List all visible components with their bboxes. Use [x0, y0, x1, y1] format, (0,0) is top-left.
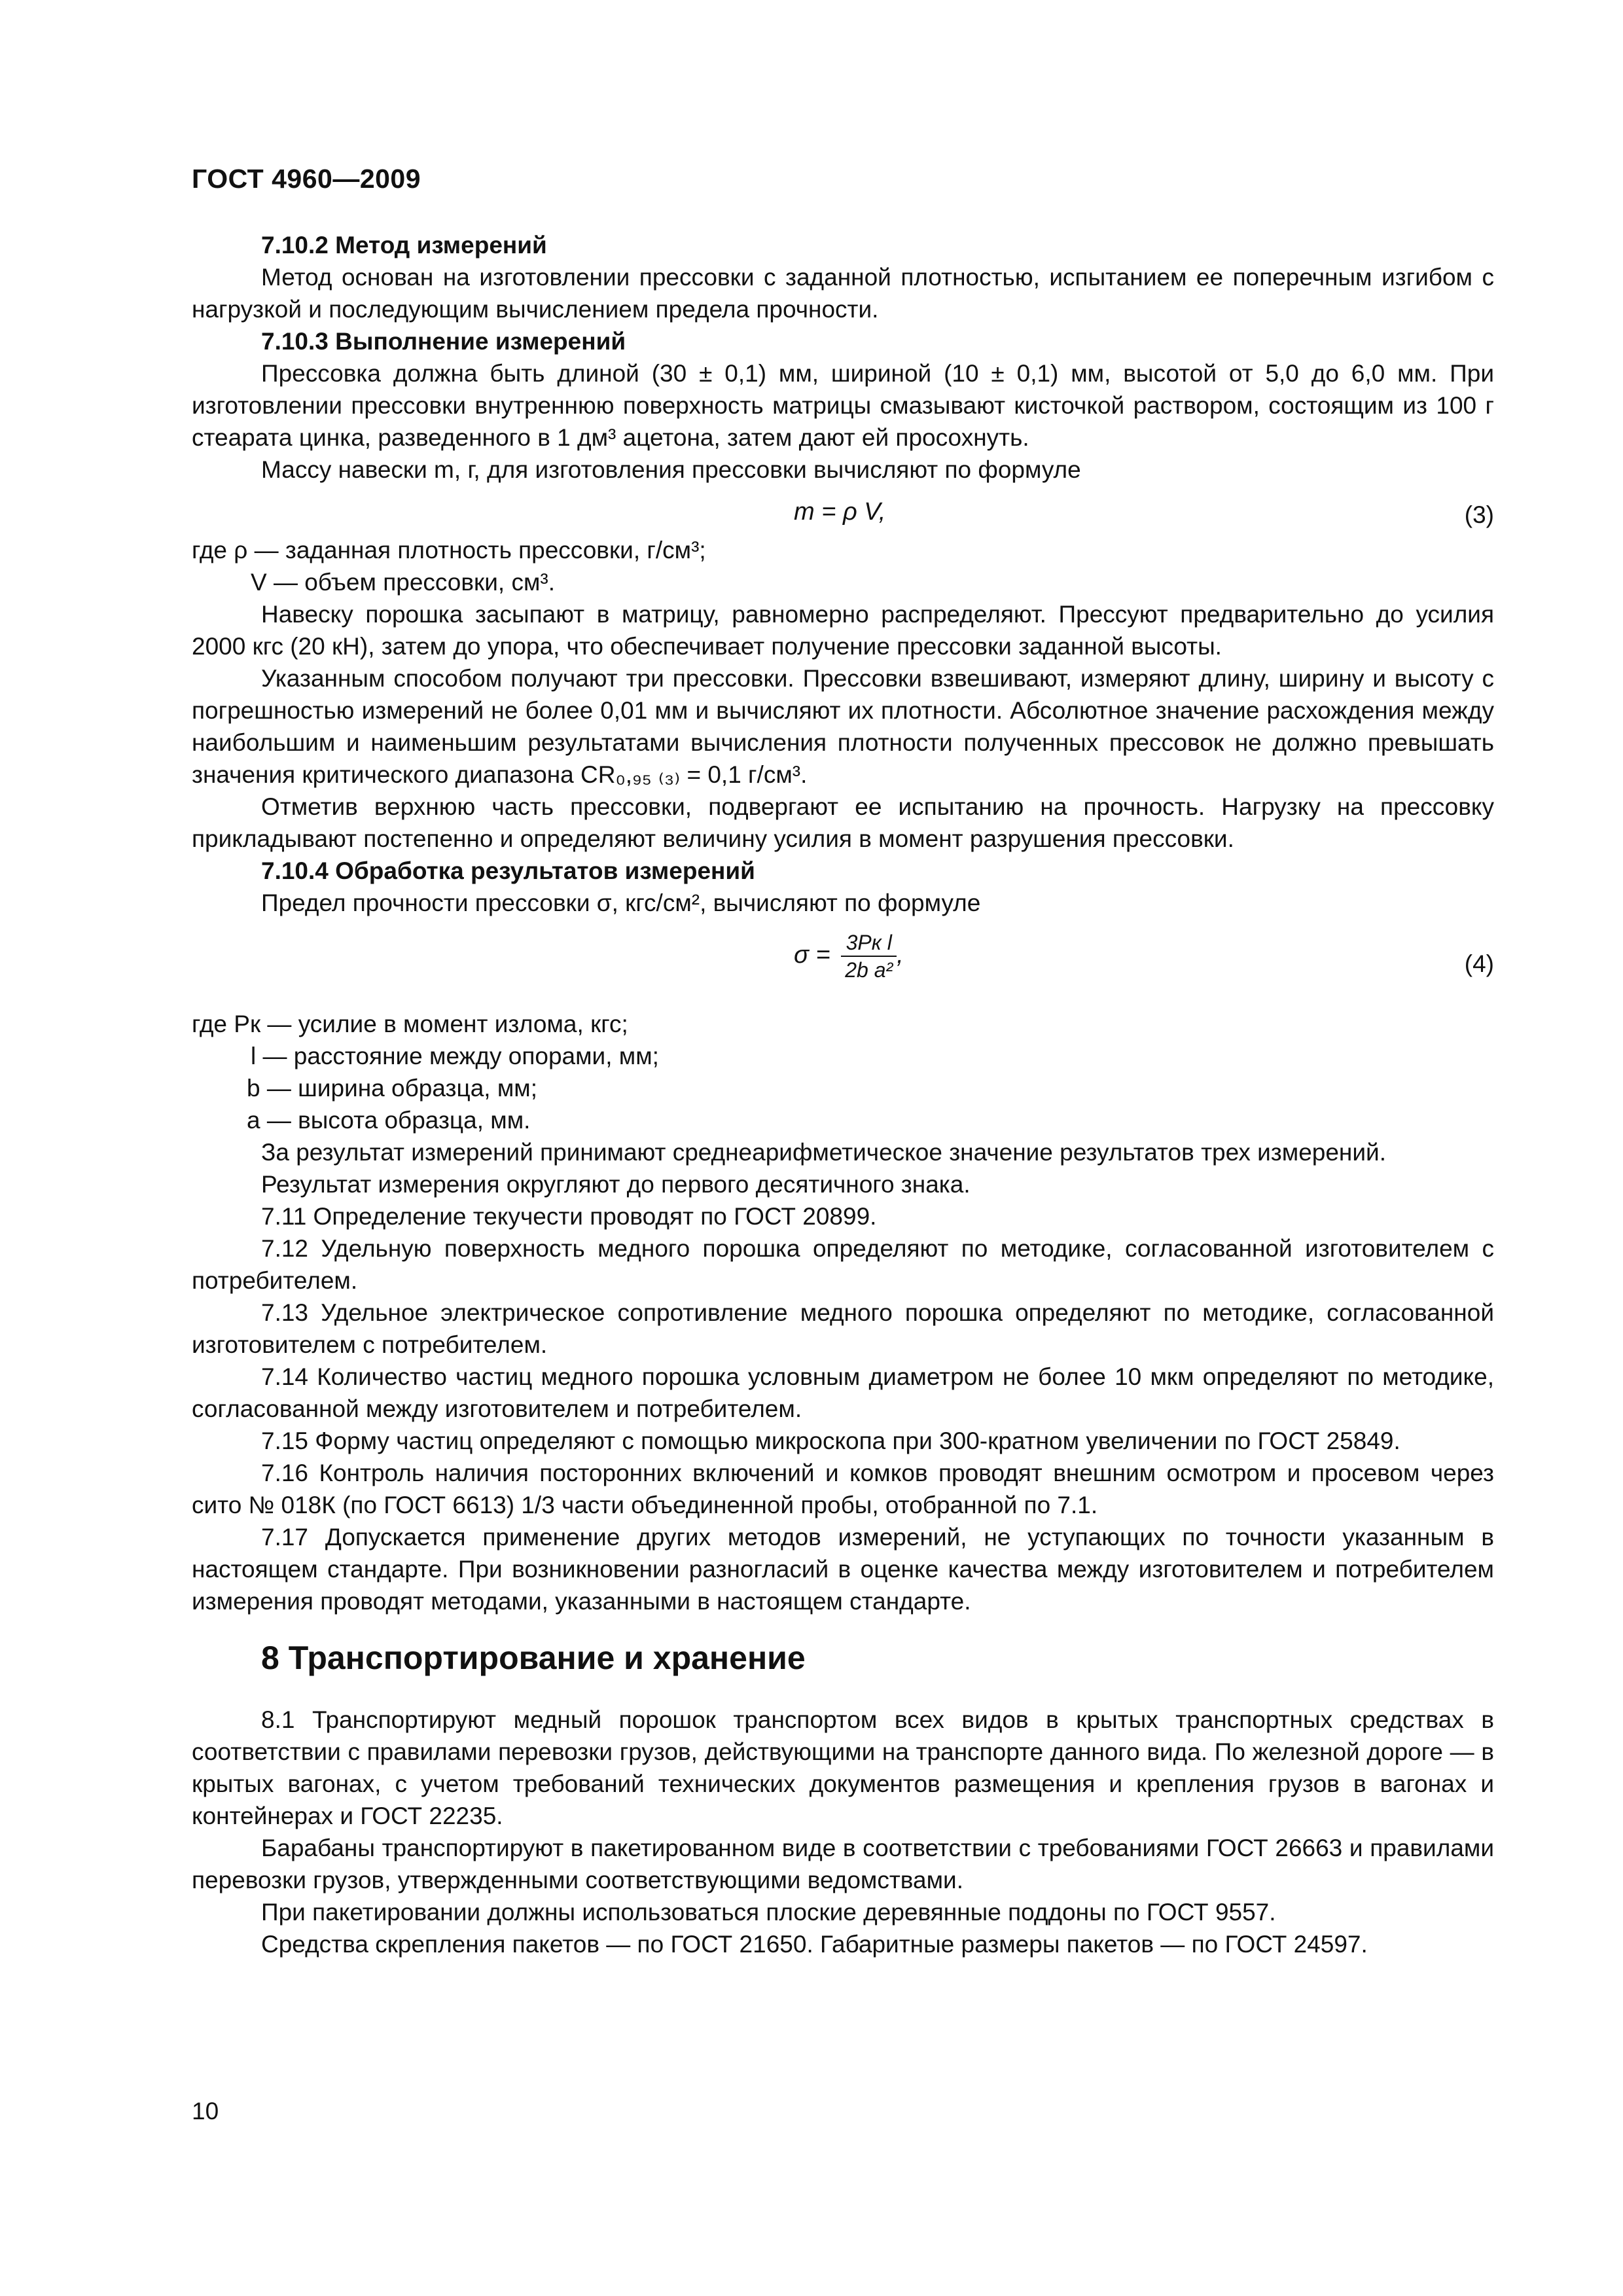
formula-4 — [192, 919, 1494, 1008]
paragraph-7-10-3-c: Навеску порошка засыпают в матрицу, равномерно распределяют. Прессуют предварительно до усилия 2000 кгс (20 кН), затем до упора, что обеспечивает получение прессовки заданной высоты. — [192, 601, 1494, 660]
document-body — [192, 229, 1494, 1960]
paragraph-8-1-d: Средства скрепления пакетов — по ГОСТ 21650. Габаритные размеры пакетов — по ГОСТ 24597. — [261, 1931, 1368, 1958]
paragraph-7-14: 7.14 Количество частиц медного порошка условным диаметром не более 10 мкм определяют по методике, согласованной между изготовителем и потребителем. — [192, 1363, 1494, 1422]
formula-3-number: (3) — [1464, 501, 1494, 528]
where-l: l — расстояние между опорами, мм; — [251, 1043, 659, 1069]
paragraph-7-10-3-a: Прессовка должна быть длиной (30 ± 0,1) мм, шириной (10 ± 0,1) мм, высотой от 5,0 до 6,0 мм. При изготовлении прессовки внутреннюю поверхность матрицы смазывают кисточкой раствором, состоящим из 100 г стеарата цинка, разведенного в 1 дм³ ацетона, затем дают ей просохнуть. — [192, 360, 1494, 451]
paragraph-8-1: 8.1 Транспортируют медный порошок транспортом всех видов в крытых транспортных средствах в соответствии с правилами перевозки грузов, действующими на транспорте данного вида. По железной дороге — в крытых вагонах, с учетом требований технических документов размещения и крепления грузов в вагонах и контейнерах и ГОСТ 22235. — [192, 1706, 1494, 1829]
paragraph-7-10-4-b: За результат измерений принимают среднеарифметическое значение результатов трех измерений. — [261, 1139, 1386, 1166]
paragraph-8-1-c: При пакетировании должны использоваться плоские деревянные поддоны по ГОСТ 9557. — [261, 1899, 1276, 1926]
section-8-title: 8 Транспортирование и хранение — [261, 1640, 806, 1676]
formula-4-fraction — [841, 929, 897, 983]
formula-4-lhs: σ = — [794, 941, 830, 969]
document-header-code: ГОСТ 4960—2009 — [192, 164, 421, 194]
paragraph-7-10-4-c: Результат измерения округляют до первого десятичного знака. — [261, 1171, 971, 1198]
formula-3-expression: m = ρ V, — [794, 498, 886, 526]
paragraph-7-11: 7.11 Определение текучести проводят по ГОСТ 20899. — [261, 1203, 877, 1230]
subsection-title-7-10-4: 7.10.4 Обработка результатов измерений — [261, 857, 755, 884]
formula-4-number: (4) — [1464, 950, 1494, 977]
paragraph-8-1-b: Барабаны транспортируют в пакетированном виде в соответствии с требованиями ГОСТ 26663 и правилами перевозки грузов, утвержденными соответствующими ведомствами. — [192, 1835, 1494, 1893]
paragraph-7-10-3-b: Массу навески m, г, для изготовления прессовки вычисляют по формуле — [261, 456, 1081, 483]
paragraph-7-10-2: Метод основан на изготовлении прессовки с заданной плотностью, испытанием ее поперечным изгибом с нагрузкой и последующим вычислением предела прочности. — [192, 264, 1494, 323]
paragraph-7-17: 7.17 Допускается применение других методов измерений, не уступающих по точности указанным в настоящем стандарте. При возникновении разногласий в оценке качества между изготовителем и потребителем измерения проводят методами, указанными в настоящем стандарте. — [192, 1524, 1494, 1615]
where-v: V — объем прессовки, см³. — [251, 569, 555, 596]
paragraph-7-13: 7.13 Удельное электрическое сопротивление медного порошка определяют по методике, согласованной изготовителем с потребителем. — [192, 1299, 1494, 1358]
where-b: b — ширина образца, мм; — [247, 1075, 537, 1102]
page-number: 10 — [192, 2098, 219, 2125]
subsection-title-7-10-2: 7.10.2 Метод измерений — [261, 232, 547, 259]
where-rho: где ρ — заданная плотность прессовки, г/см³; — [192, 537, 706, 564]
subsection-title-7-10-3: 7.10.3 Выполнение измерений — [261, 328, 626, 355]
paragraph-7-10-3-e: Отметив верхнюю часть прессовки, подвергают ее испытанию на прочность. Нагрузку на прессовку прикладывают постепенно и определяют величину усилия в момент разрушения прессовки. — [192, 793, 1494, 852]
where-a: a — высота образца, мм. — [247, 1107, 531, 1134]
paragraph-7-16: 7.16 Контроль наличия посторонних включений и комков проводят внешним осмотром и просевом через сито № 018К (по ГОСТ 6613) 1/3 части объединенной пробы, отобранной по 7.1. — [192, 1460, 1494, 1518]
formula-4-numerator: 3Pк l — [841, 929, 897, 957]
paragraph-7-10-3-d: Указанным способом получают три прессовки. Прессовки взвешивают, измеряют длину, ширину и высоту с погрешностью измерений не более 0,01 мм и вычисляют их плотности. Абсолютное значение расхождения между наибольшим и наименьшим результатами вычисления плотности полученных прессовок не должно превышать значения критического диапазона CR₀,₉₅ ₍₃₎ = 0,1 г/см³. — [192, 665, 1494, 788]
formula-4-tail: , — [897, 941, 904, 969]
paragraph-7-15: 7.15 Форму частиц определяют с помощью микроскопа при 300-кратном увеличении по ГОСТ 25849. — [261, 1427, 1400, 1454]
formula-3 — [192, 486, 1494, 534]
paragraph-7-10-4-a: Предел прочности прессовки σ, кгс/см², вычисляют по формуле — [261, 889, 981, 916]
formula-4-expression — [794, 929, 904, 983]
where-pk: где Pк — усилие в момент излома, кгс; — [192, 1011, 628, 1037]
paragraph-7-12: 7.12 Удельную поверхность медного порошка определяют по методике, согласованной изготовителем с потребителем. — [192, 1235, 1494, 1294]
formula-4-denominator: 2b a² — [845, 958, 893, 982]
